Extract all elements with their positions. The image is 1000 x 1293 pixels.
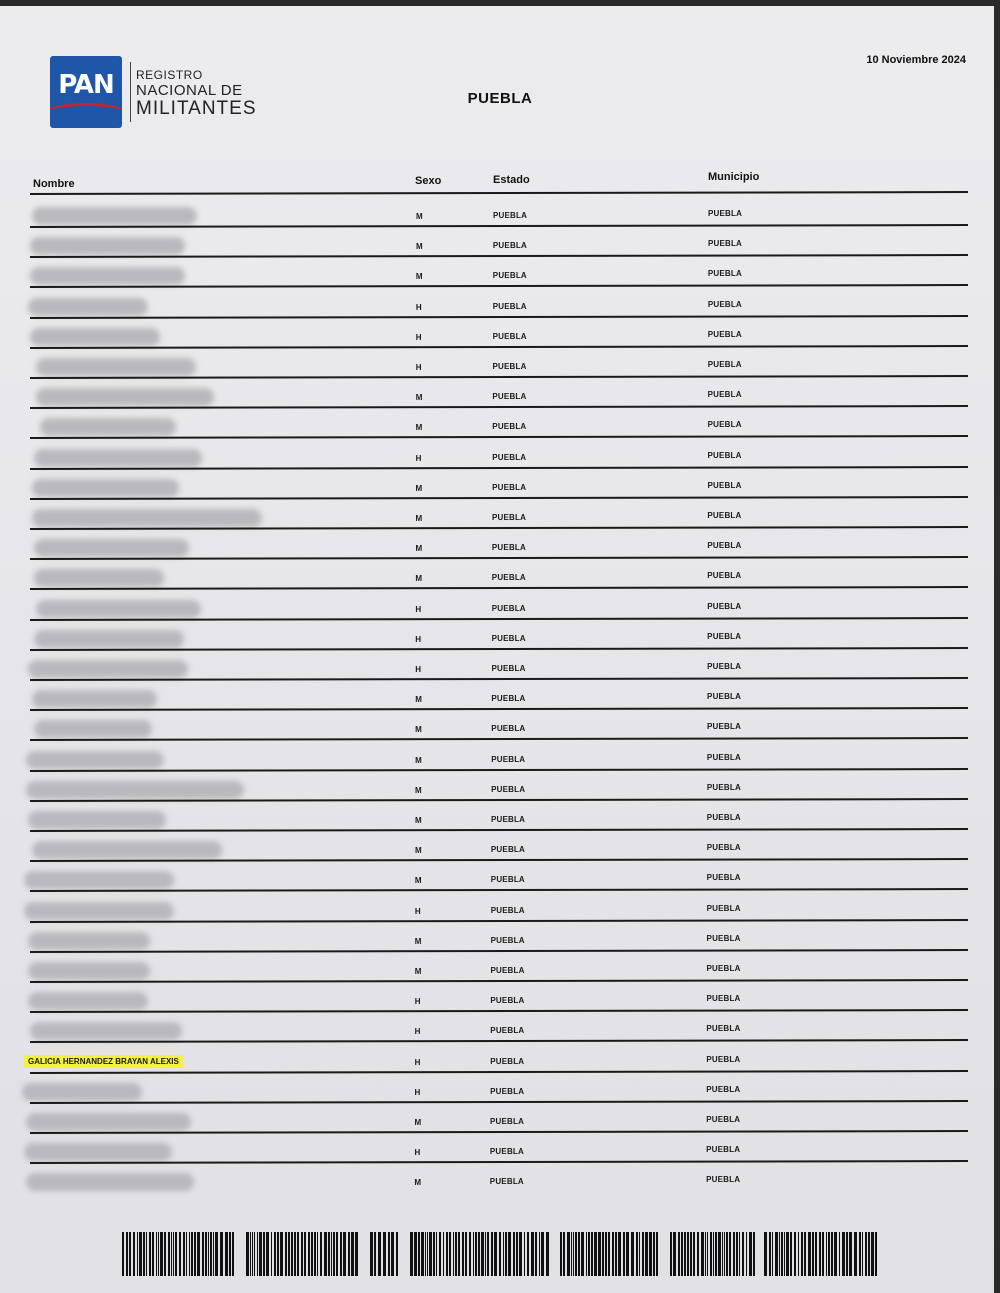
cell-municipio: PUEBLA [706, 1145, 741, 1155]
cell-sexo: M [415, 242, 423, 252]
cell-sexo: M [414, 1118, 422, 1127]
redacted-name [36, 600, 201, 618]
row-divider [30, 556, 968, 560]
cell-estado: PUEBLA [492, 422, 527, 432]
cell-municipio: PUEBLA [706, 722, 742, 732]
cell-estado: PUEBLA [492, 271, 527, 281]
redacted-name [24, 902, 174, 920]
cell-municipio: PUEBLA [708, 209, 743, 218]
row-divider [30, 828, 968, 832]
cell-municipio: PUEBLA [707, 390, 742, 400]
cell-municipio: PUEBLA [707, 329, 742, 339]
document-date: 10 Noviembre 2024 [866, 54, 966, 66]
cell-municipio: PUEBLA [707, 420, 742, 430]
cell-estado: PUEBLA [490, 935, 525, 945]
cell-sexo: M [415, 755, 422, 765]
cell-municipio: PUEBLA [707, 601, 742, 611]
redacted-name [28, 811, 166, 829]
cell-municipio: PUEBLA [706, 1024, 741, 1034]
redacted-name [32, 841, 222, 859]
row-divider [30, 1039, 968, 1043]
row-divider [30, 191, 968, 195]
row-divider [30, 1009, 968, 1013]
cell-estado: PUEBLA [490, 845, 525, 855]
redacted-name [40, 418, 176, 436]
row-divider [30, 1160, 968, 1164]
logo-line-1: REGISTRO [136, 68, 203, 82]
cell-municipio: PUEBLA [707, 269, 742, 279]
redacted-name [30, 328, 160, 346]
row-divider [30, 858, 968, 862]
cell-municipio: PUEBLA [707, 360, 742, 369]
row-divider [30, 315, 968, 319]
cell-estado: PUEBLA [489, 1177, 524, 1187]
cell-municipio: PUEBLA [706, 964, 741, 973]
row-divider [30, 979, 968, 983]
redacted-name [34, 720, 152, 738]
cell-estado: PUEBLA [492, 331, 527, 341]
logo-line-3: MILITANTES [136, 98, 257, 119]
cell-estado: PUEBLA [490, 1117, 525, 1126]
cell-estado: PUEBLA [491, 664, 526, 673]
cell-estado: PUEBLA [492, 392, 527, 402]
cell-estado: PUEBLA [492, 513, 527, 522]
row-divider [30, 254, 968, 258]
cell-sexo: M [415, 272, 423, 282]
cell-sexo: M [415, 725, 423, 735]
cell-estado: PUEBLA [490, 875, 525, 885]
redacted-name [34, 569, 164, 587]
redacted-name [34, 449, 202, 467]
cell-estado: PUEBLA [490, 1026, 525, 1036]
cell-municipio: PUEBLA [707, 299, 742, 309]
row-divider [30, 949, 968, 953]
cell-municipio: PUEBLA [707, 239, 743, 249]
cell-municipio: PUEBLA [707, 571, 742, 581]
cell-estado: PUEBLA [490, 966, 525, 975]
cell-municipio: PUEBLA [706, 994, 741, 1004]
cell-municipio: PUEBLA [706, 1115, 741, 1124]
cell-municipio: PUEBLA [706, 752, 741, 762]
document-sheet [0, 6, 994, 1293]
logo-line-2: NACIONAL DE [136, 82, 243, 99]
cell-sexo: M [415, 423, 423, 433]
column-header-sexo: Sexo [415, 175, 442, 187]
cell-sexo: H [414, 1148, 421, 1158]
cell-sexo: H [415, 453, 422, 463]
cell-municipio: PUEBLA [706, 933, 741, 943]
redacted-name [24, 1143, 172, 1161]
cell-sexo: H [415, 332, 422, 342]
cell-sexo: M [414, 936, 422, 946]
cell-sexo: H [414, 1087, 421, 1097]
cell-sexo: H [415, 604, 422, 614]
cell-municipio: PUEBLA [706, 1054, 741, 1064]
row-divider [30, 1100, 968, 1104]
cell-sexo: M [415, 483, 423, 493]
cell-estado: PUEBLA [491, 694, 526, 704]
redacted-name [26, 751, 164, 769]
cell-estado: PUEBLA [493, 211, 528, 220]
cell-sexo: M [414, 846, 422, 856]
row-divider [30, 586, 968, 590]
cell-municipio: PUEBLA [706, 903, 741, 913]
redacted-name [30, 1022, 182, 1040]
cell-sexo: H [414, 1027, 421, 1037]
cell-municipio: PUEBLA [707, 541, 742, 551]
cell-sexo: H [415, 302, 422, 312]
redacted-name [24, 871, 174, 889]
redacted-name [30, 237, 185, 255]
row-divider [30, 888, 968, 892]
cell-municipio: PUEBLA [707, 692, 742, 702]
cell-estado: PUEBLA [489, 1147, 524, 1157]
logo-mark-text: PAN [58, 70, 114, 100]
cell-sexo: M [414, 967, 422, 976]
cell-sexo: M [416, 212, 423, 221]
cell-sexo: M [414, 1178, 422, 1188]
redacted-name [34, 630, 184, 648]
column-header-nombre: Nombre [33, 178, 75, 190]
cell-estado: PUEBLA [491, 754, 526, 764]
cell-estado: PUEBLA [491, 633, 526, 643]
cell-sexo: H [415, 634, 422, 644]
redacted-name [22, 1083, 142, 1101]
cell-estado: PUEBLA [492, 301, 527, 311]
row-divider [30, 345, 968, 349]
redacted-name [28, 932, 150, 950]
redacted-name [26, 1173, 194, 1191]
cell-municipio: PUEBLA [707, 631, 742, 641]
cell-estado: PUEBLA [492, 241, 527, 251]
redacted-name [28, 660, 188, 678]
redacted-name [36, 388, 214, 406]
column-header-municipio: Municipio [708, 171, 760, 183]
redacted-name [26, 1113, 191, 1131]
cell-municipio: PUEBLA [707, 450, 742, 460]
redacted-name [34, 539, 189, 557]
column-header-estado: Estado [493, 174, 530, 186]
cell-municipio: PUEBLA [706, 813, 741, 822]
redacted-name [32, 207, 197, 225]
cell-municipio: PUEBLA [707, 511, 742, 520]
cell-estado: PUEBLA [490, 905, 525, 915]
redacted-name [32, 479, 179, 497]
row-divider [30, 919, 968, 923]
redacted-name [32, 690, 157, 708]
cell-municipio: PUEBLA [706, 1175, 741, 1185]
redacted-name [26, 781, 244, 799]
redacted-name [36, 358, 196, 376]
redacted-name [32, 509, 262, 527]
cell-municipio: PUEBLA [707, 662, 742, 671]
cell-sexo: H [414, 1057, 421, 1067]
redacted-name [28, 962, 150, 980]
row-divider [30, 737, 968, 741]
cell-sexo: M [415, 574, 423, 584]
cell-sexo: H [415, 665, 422, 674]
cell-sexo: M [415, 544, 423, 554]
redacted-name [28, 992, 148, 1010]
cell-municipio: PUEBLA [707, 480, 742, 490]
document-barcode [122, 1232, 878, 1276]
cell-estado: PUEBLA [491, 724, 526, 734]
page-title: PUEBLA [467, 90, 533, 107]
cell-estado: PUEBLA [491, 573, 526, 583]
cell-estado: PUEBLA [491, 815, 526, 824]
cell-municipio: PUEBLA [706, 1084, 741, 1094]
cell-sexo: M [415, 695, 423, 705]
cell-sexo: M [415, 393, 423, 403]
cell-estado: PUEBLA [490, 996, 525, 1006]
cell-sexo: H [414, 906, 421, 916]
cell-estado: PUEBLA [491, 603, 526, 613]
cell-estado: PUEBLA [491, 784, 526, 794]
highlighted-member-name: GALICIA HERNANDEZ BRAYAN ALEXIS [24, 1055, 183, 1068]
redacted-name [28, 298, 148, 316]
cell-municipio: PUEBLA [706, 873, 741, 883]
row-divider [30, 435, 968, 439]
cell-sexo: M [414, 876, 422, 886]
cell-estado: PUEBLA [490, 1056, 525, 1066]
cell-sexo: M [415, 514, 423, 523]
row-divider [30, 707, 968, 711]
redacted-name [30, 267, 185, 285]
cell-estado: PUEBLA [492, 362, 527, 371]
cell-sexo: H [415, 363, 422, 372]
row-divider [30, 1070, 968, 1074]
cell-sexo: M [415, 785, 422, 795]
cell-sexo: M [415, 816, 422, 825]
cell-municipio: PUEBLA [706, 782, 741, 792]
row-divider [30, 768, 968, 772]
cell-estado: PUEBLA [492, 482, 527, 492]
cell-estado: PUEBLA [491, 543, 526, 553]
row-divider [30, 405, 968, 409]
cell-estado: PUEBLA [490, 1086, 525, 1096]
cell-municipio: PUEBLA [706, 843, 741, 853]
cell-estado: PUEBLA [492, 452, 527, 462]
row-divider [30, 284, 968, 288]
cell-sexo: H [414, 997, 421, 1007]
